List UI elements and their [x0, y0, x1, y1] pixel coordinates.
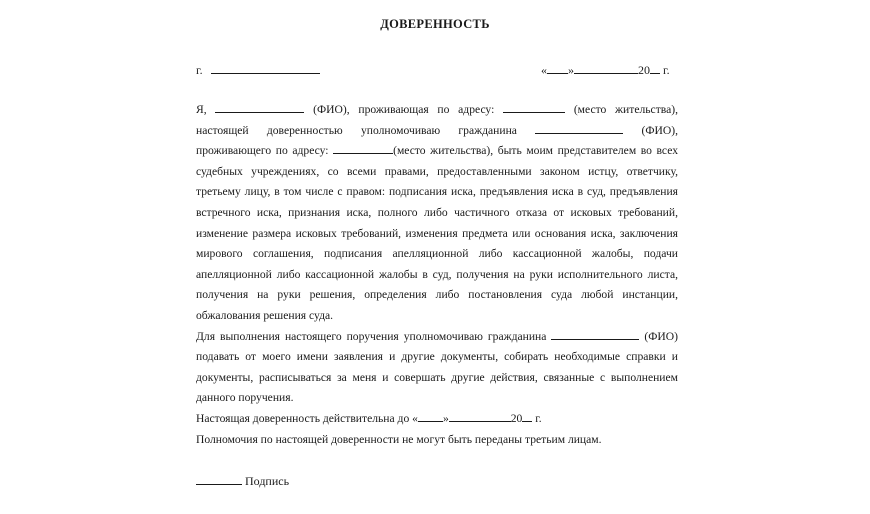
paragraph-delegation	[196, 327, 678, 409]
date-year-blank	[650, 62, 660, 74]
validity-year-blank	[522, 410, 532, 422]
place-blank	[211, 62, 320, 74]
text-segment: (место жительства), быть моим представителем во всех судебных учреждениях, со всеми правами, предоставленными законом истцу, ответчику, третьему лицу, в том числе с правом: подписания иска, предъявления иска в суд, предъявления встречного иска, признания иска, полного либо частичного отказа от исковых требований, изменение размера исковых требований, изменения предмета или основания иска, заключения мирового соглашения, подписания апелляционной либо кассационной жалобы, подачи апелляционной либо кассационной жалобы в суд, получения на руки исполнительного листа, получения на руки решения, определения либо постановления суда любой инстанции, обжалования решения суда.	[196, 144, 679, 322]
text-segment: (ФИО) подавать от моего имени заявления и другие документы, собирать необходимые справки и документы, расписываться за меня и совершать другие действия, связанные с выполнением данного поручения.	[196, 329, 679, 405]
date-year-suffix: г.	[663, 63, 670, 77]
text-segment: »	[442, 411, 449, 425]
date-year-prefix: 20	[638, 63, 650, 77]
paragraph-validity	[196, 409, 678, 430]
place-line	[196, 62, 320, 78]
validity-day-blank	[418, 410, 443, 422]
paragraph-no-transfer: Полномочия по настоящей доверенности не могут быть переданы третьим лицам.	[196, 432, 602, 446]
document-title: ДОВЕРЕННОСТЬ	[380, 17, 490, 31]
principal-name-blank	[215, 101, 304, 113]
validity-month-blank	[449, 410, 511, 422]
document-body	[196, 100, 678, 450]
agent-name-blank	[535, 122, 623, 134]
text-segment: 20	[510, 411, 523, 425]
date-close-quote: »	[568, 63, 574, 77]
signature-blank	[196, 473, 242, 485]
date-line	[541, 62, 670, 78]
delegate-name-blank	[551, 328, 639, 340]
text-segment: (ФИО), проживающая по адресу:	[313, 103, 495, 116]
principal-address-blank	[503, 101, 565, 113]
date-day-blank	[547, 62, 568, 74]
text-segment: г.	[535, 411, 542, 425]
date-month-blank	[574, 62, 638, 74]
text-segment: (ФИО), проживающего по адресу:	[196, 123, 678, 158]
text-segment: (место жительства), настоящей доверенностью уполномочиваю гражданина	[196, 103, 678, 137]
agent-address-blank	[333, 142, 393, 154]
text-segment: Для выполнения настоящего поручения уполномочиваю гражданина	[196, 329, 547, 343]
paragraph-powers	[196, 100, 678, 327]
text-segment: Я,	[196, 103, 207, 116]
signature-label: Подпись	[245, 474, 290, 488]
signature-line	[196, 473, 289, 489]
place-label: г.	[196, 63, 203, 77]
text-segment: Настоящая доверенность действительна до «	[196, 411, 418, 425]
date-open-quote: «	[541, 63, 547, 77]
